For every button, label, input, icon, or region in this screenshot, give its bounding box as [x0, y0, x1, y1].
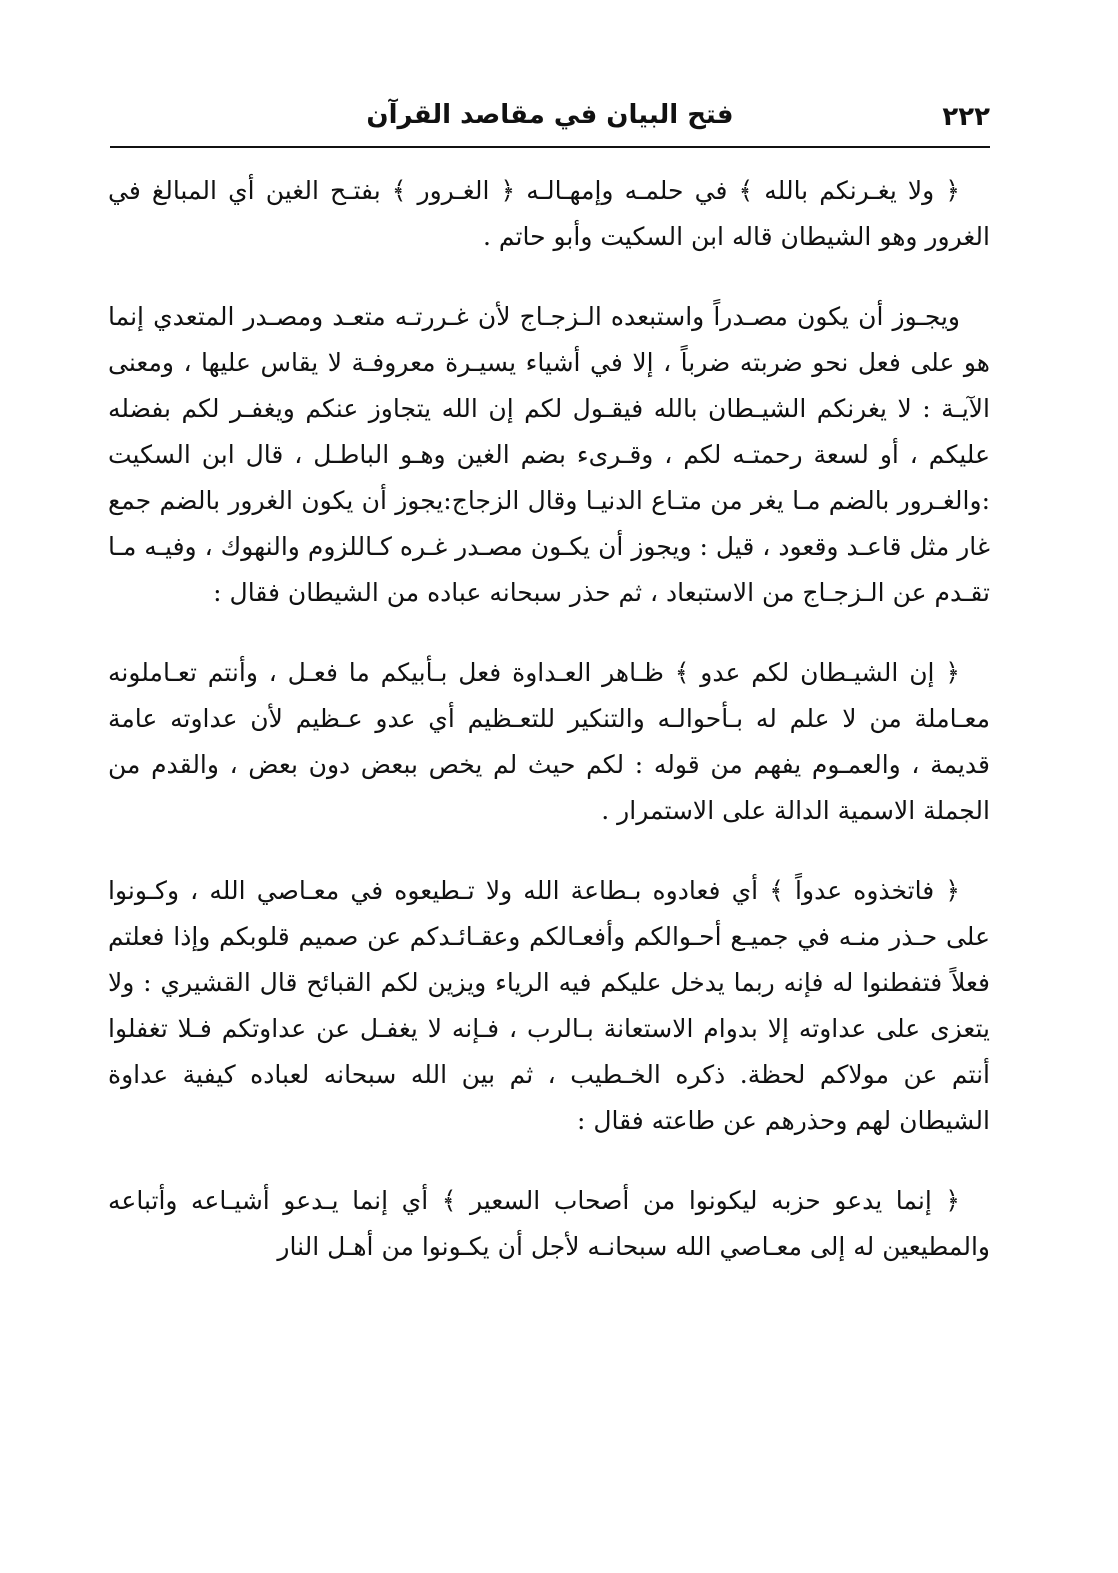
paragraph: ﴿ إنما يدعو حزبه ليكونوا من أصحاب السعير ﴾ أي إنما يـدعو أشيـاعه وأتباعه والمطيعين له إلى معـاصي الله سبحانـه لأجل أن يكـونوا من أهـل النار: [108, 1186, 990, 1261]
page-number: ٢٢٢: [942, 102, 990, 132]
book-title: فتح البيان في مقاصد القرآن: [366, 100, 734, 130]
page-header: [110, 96, 990, 148]
paragraph: ﴿ إن الشيـطان لكم عدو ﴾ ظـاهر العـداوة فعل بـأبيكم ما فعـل ، وأنتم تعـاملونه معـاملة من لا علم له بـأحوالـه والتنكير للتعـظيم أي عدو عـظيم لأن عداوته عامة قديمة ، والعمـوم يفهم من قوله : لكم حيث لم يخص ببعض دون بعض ، والقدم من الجملة الاسمية الدالة على الاستمرار .: [108, 658, 990, 825]
paragraph: ﴿ فاتخذوه عدواً ﴾ أي فعادوه بـطاعة الله ولا تـطيعوه في معـاصي الله ، وكـونوا على حـذر منـه في جميـع أحـوالكم وأفعـالكم وعقـائـدكم عن صميم قلوبكم وإذا فعلتم فعلاً فتفطنوا له فإنه ربما يدخل عليكم فيه الرياء ويزين لكم القبائح قال القشيري : ولا يتعزى على عداوته إلا بدوام الاستعانة بـالرب ، فـإنه لا يغفـل عن عداوتكم فـلا تغفلوا أنتم عن مولاكم لحظة. ذكره الخـطيب ، ثم بين الله سبحانه لعباده كيفية عداوة الشيطان لهم وحذرهم عن طاعته فقال :: [108, 876, 990, 1135]
paragraph: ﴿ ولا يغـرنكم بالله ﴾ في حلمـه وإمهـالـه ﴿ الغـرور ﴾ بفتـح الغين أي المبالغ في الغرور وهو الشيطان قاله ابن السكيت وأبو حاتم .: [108, 176, 990, 251]
header-rule: [110, 146, 990, 148]
page-body: [108, 168, 990, 1304]
paragraph: ويجـوز أن يكون مصـدراً واستبعده الـزجـاج لأن غـررتـه متعـد ومصـدر المتعدي إنما هو على فعل نحو ضربته ضرباً ، إلا في أشياء يسيـرة معروفـة لا يقاس عليها ، ومعنى الآيـة : لا يغرنكم الشيـطان بالله فيقـول لكم إن الله يتجاوز عنكم ويغفـر لكم بفضله عليكم ، أو لسعة رحمتـه لكم ، وقـرىء بضم الغين وهـو الباطـل ، قال ابن السكيت :والغـرور بالضم مـا يغر من متـاع الدنيـا وقال الزجاج:يجوز أن يكون الغرور بالضم جمع غار مثل قاعـد وقعود ، قيل : ويجوز أن يكـون مصـدر غـره كـاللزوم والنهوك ، وفيـه مـا تقـدم عن الـزجـاج من الاستبعاد ، ثم حذر سبحانه عباده من الشيطان فقال :: [108, 302, 990, 607]
